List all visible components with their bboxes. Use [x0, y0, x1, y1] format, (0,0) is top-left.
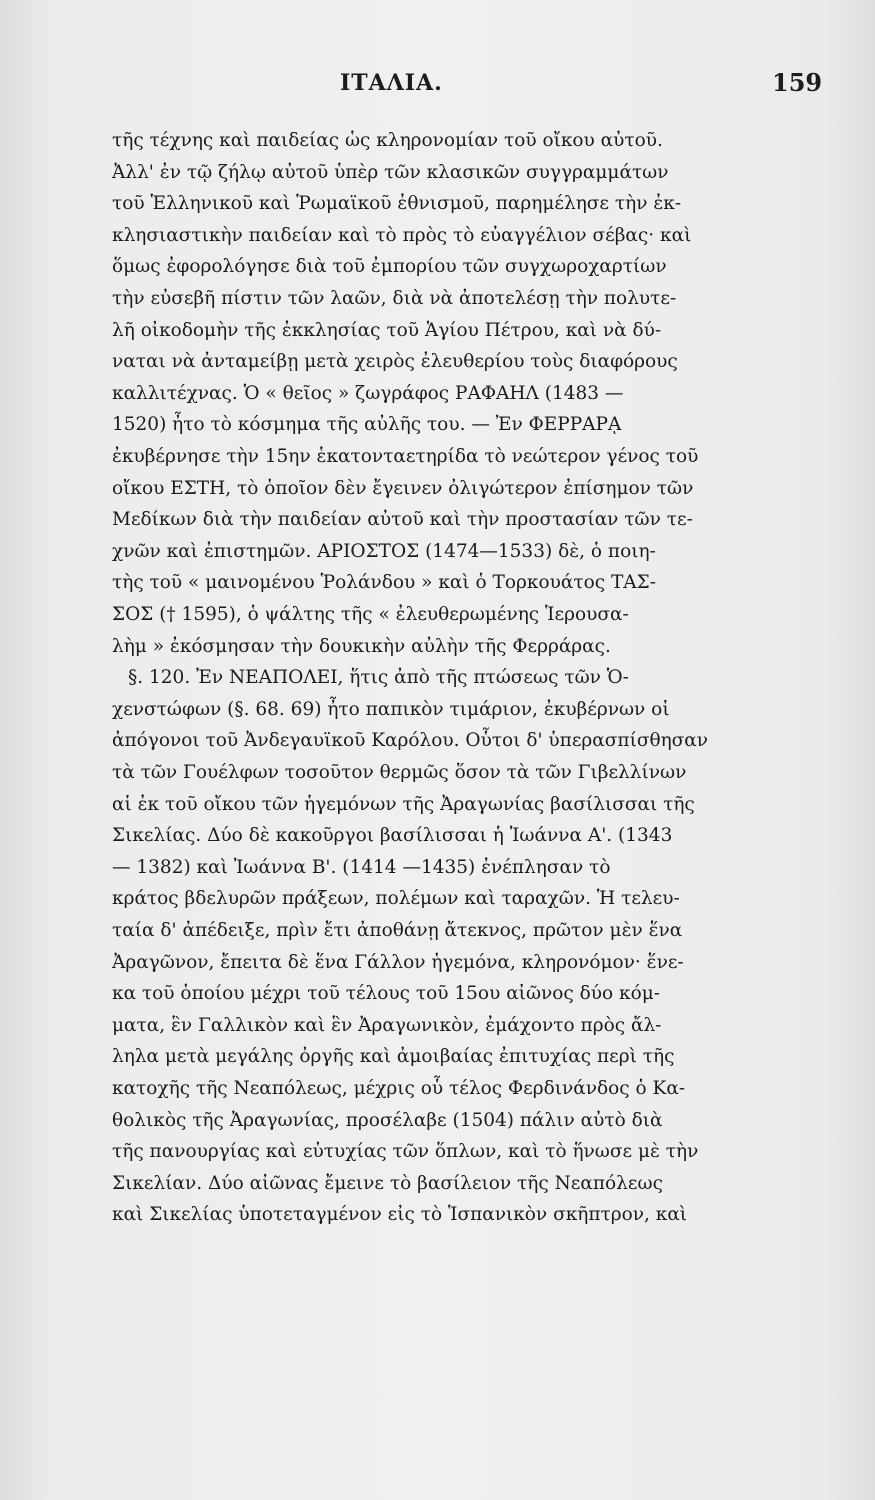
text-line: λῆ οἰκοδομὴν τῆς ἐκκλησίας τοῦ Ἁγίου Πέτρου, καὶ νὰ δύ- [112, 319, 662, 341]
text-line: ἀπόγονοι τοῦ Ἀνδεγαυϊκοῦ Καρόλου. Οὗτοι δ' ὑπερασπίσθησαν [112, 730, 708, 752]
text-line: οἴκου ΕΣΤΗ, τὸ ὁποῖον δὲν ἔγεινεν ὀλιγώτερον ἐπίσημον τῶν [112, 477, 694, 499]
text-line: Σικελίαν. Δύο αἰῶνας ἔμεινε τὸ βασίλειον τῆς Νεαπόλεως [112, 1172, 663, 1194]
text-line: κα τοῦ ὁποίου μέχρι τοῦ τέλους τοῦ 15ου αἰῶνος δύο κόμ- [112, 983, 661, 1005]
text-line: τὰ τῶν Γουέλφων τοσοῦτον θερμῶς ὅσον τὰ τῶν Γιβελλίνων [112, 762, 687, 783]
text-line: τὴς τοῦ « μαινομένου Ῥολάνδου » καὶ ὁ Τορκουάτος ΤΑΣ- [112, 572, 656, 594]
text-line: τῆς τέχνης καὶ παιδείας ὡς κληρονομίαν τοῦ οἴκου αὐτοῦ. [112, 130, 663, 151]
text-line: ὅμως ἐφορολόγησε διὰ τοῦ ἐμπορίου τῶν συγχωροχαρτίων [112, 256, 667, 278]
text-line: Ἀραγῶνον, ἔπειτα δὲ ἕνα Γάλλον ἡγεμόνα, κληρονόμον· ἕνε- [112, 951, 684, 973]
text-line: τῆς πανουργίας καὶ εὐτυχίας τῶν ὅπλων, καὶ τὸ ἥνωσε μὲ τὴν [112, 1141, 699, 1163]
text-line: ναται νὰ ἀνταμείβῃ μετὰ χειρὸς ἐλευθερίου τοὺς διαφόρους [112, 351, 678, 373]
page-number: 159 [772, 68, 823, 97]
text-line: χενστώφων (§. 68. 69) ἦτο παπικὸν τιμάριον, ἐκυβέρνων οἱ [112, 698, 670, 720]
text-line: ἐκυβέρνησε τὴν 15ην ἑκατονταετηρίδα τὸ νεώτερον γένος τοῦ [112, 446, 699, 467]
text-line: Μεδίκων διὰ τὴν παιδείαν αὐτοῦ καὶ τὴν προστασίαν τῶν τε- [112, 509, 693, 531]
text-line: θολικὸς τῆς Ἀραγωνίας, προσέλαβε (1504) πάλιν αὐτὸ διὰ [112, 1109, 663, 1131]
text-line: λὴμ » ἐκόσμησαν τὴν δουκικὴν αὐλὴν τῆς Φερράρας. [112, 635, 611, 657]
text-line: αἱ ἐκ τοῦ οἴκου τῶν ἡγεμόνων τῆς Ἀραγωνίας βασίλισσαι τῆς [112, 793, 695, 815]
text-line: τὴν εὐσεβῆ πίστιν τῶν λαῶν, διὰ νὰ ἀποτελέσῃ τὴν πολυτε- [112, 288, 677, 309]
text-line: — 1382) καὶ Ἰωάννα Β'. (1414 —1435) ἐνέπλησαν τὸ [112, 856, 611, 878]
text-line: ταία δ' ἀπέδειξε, πρὶν ἔτι ἀποθάνῃ ἄτεκνος, πρῶτον μὲν ἕνα [112, 920, 683, 941]
text-line: χνῶν καὶ ἐπιστημῶν. ΑΡΙΟΣΤΟΣ (1474—1533) δὲ, ὁ ποιη- [112, 540, 656, 562]
text-line: Σικελίας. Δύο δὲ κακοῦργοι βασίλισσαι ἡ Ἰωάννα Α'. (1343 [112, 825, 673, 847]
page-header [0, 66, 875, 100]
text-line: Ἀλλ' ἐν τῷ ζήλῳ αὐτοῦ ὑπὲρ τῶν κλασικῶν συγγραμμάτων [112, 161, 669, 183]
text-line: ληλα μετὰ μεγάλης ὀργῆς καὶ ἀμοιβαίας ἐπιτυχίας περὶ τῆς [112, 1046, 675, 1068]
text-line: κράτος βδελυρῶν πράξεων, πολέμων καὶ ταραχῶν. Ἡ τελευ- [112, 888, 680, 910]
text-line: 1520) ἦτο τὸ κόσμημα τῆς αὐλῆς του. — Ἐν ΦΕΡΡΑΡᾼ [112, 414, 622, 436]
text-line: κλησιαστικὴν παιδείαν καὶ τὸ πρὸς τὸ εὐαγγέλιον σέβας· καὶ [112, 224, 692, 246]
text-line: ΣΟΣ († 1595), ὁ ψάλτης τῆς « ἐλευθερωμένης Ἱερουσα- [112, 604, 629, 625]
text-line: ματα, ἓν Γαλλικὸν καὶ ἓν Ἀραγωνικὸν, ἐμάχοντο πρὸς ἄλ- [112, 1014, 662, 1036]
text-line: §. 120. Ἐν ΝΕΑΠΟΛΕΙ, ἥτις ἀπὸ τῆς πτώσεως τῶν Ὁ- [128, 667, 629, 689]
text-line: καὶ Σικελίας ὑποτεταγμένον εἰς τὸ Ἱσπανικὸν σκῆπτρον, καὶ [112, 1204, 688, 1226]
text-line: τοῦ Ἑλληνικοῦ καὶ Ῥωμαϊκοῦ ἐθνισμοῦ, παρημέλησε τὴν ἐκ- [112, 193, 682, 215]
text-line: καλλιτέχνας. Ὁ « θεῖος » ζωγράφος ΡΑΦΑΗΛ (1483 — [112, 382, 624, 404]
running-head: ΙΤΑΛΙΑ. [340, 70, 443, 96]
text-line: κατοχῆς τῆς Νεαπόλεως, μέχρις οὗ τέλος Φερδινάνδος ὁ Κα- [112, 1078, 686, 1099]
